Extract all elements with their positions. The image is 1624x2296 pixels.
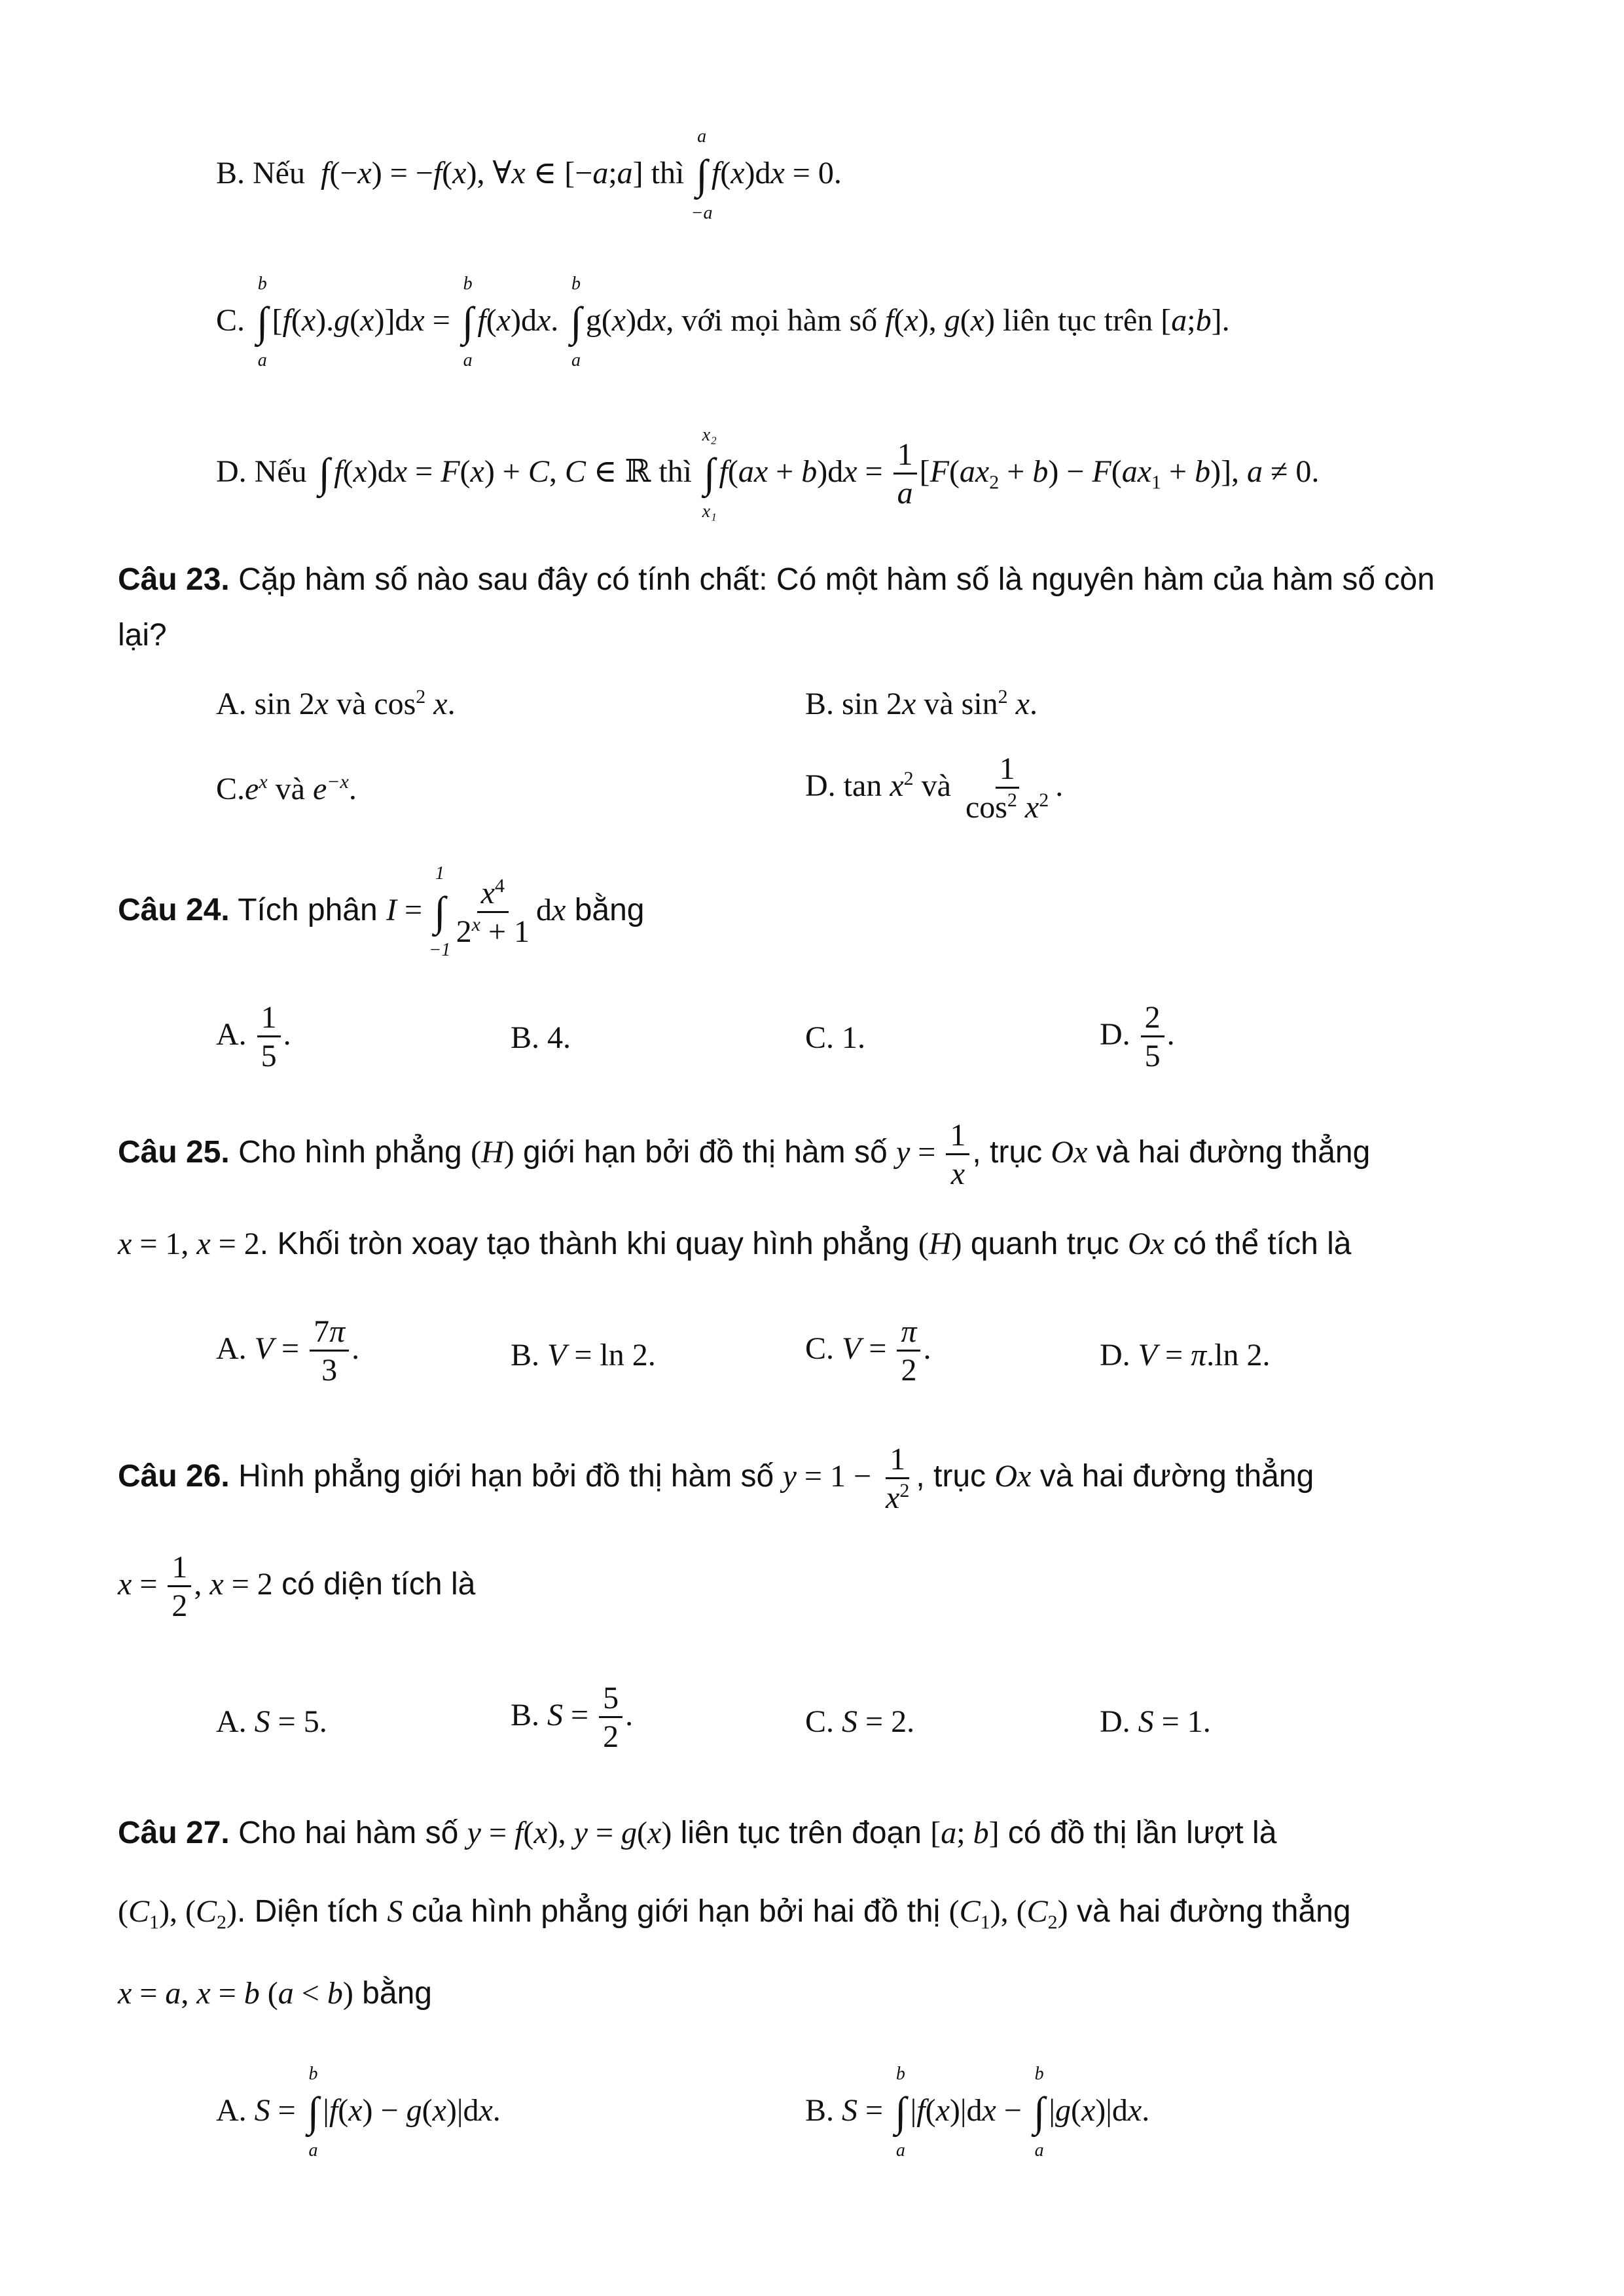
option-label: A. (216, 687, 247, 721)
q26-option-a[interactable]: A. S = 5. (216, 1704, 327, 1739)
option-label: C. (805, 1704, 835, 1739)
option-label: B. Nếu (216, 156, 305, 190)
q23-stem-line2 (118, 615, 167, 656)
question-number: Câu 24. (118, 892, 230, 927)
q27-option-b[interactable]: B. S = ∫ b a |f(x)|dx − ∫ b a |g(x)|dx. (805, 2064, 1150, 2161)
q27-stem-line3: x = a, x = b (a < b) bằng (118, 1976, 432, 2011)
question-text: và hai đường thẳng (1039, 1458, 1314, 1494)
question-text: Cặp hàm số nào sau đây có tính chất: Có một hàm số là nguyên hàm của hàm số còn (238, 562, 1435, 597)
question-text: Cho hai hàm số (238, 1816, 459, 1850)
question-text: bằng (574, 892, 645, 927)
option-label: B. (511, 1697, 540, 1732)
q23-stem-line1 (118, 560, 1435, 600)
option-label: D. Nếu (216, 454, 307, 489)
q25-option-d[interactable]: D. V = π.ln 2. (1100, 1338, 1271, 1372)
question-text: và hai đường thẳng (1096, 1134, 1371, 1170)
connector-text: và (336, 687, 367, 721)
question-text: . Khối tròn xoay tạo thành khi quay hình phẳng (259, 1227, 910, 1261)
question-text: và hai đường thẳng (1076, 1894, 1351, 1929)
q26-stem-line1: Câu 26. Hình phẳng giới hạn bởi đồ thị hàm số y = 1 − $\frac{1}{x^2}$ , trục Ox và hai đường thẳng (118, 1442, 1314, 1516)
q24-stem: Câu 24. Tích phân I = ∫ 1 −1 $\frac{x^4}{2^x + 1}$ dx bằng (118, 863, 645, 960)
connector-text: và (275, 772, 305, 806)
option-label: B. (805, 2093, 835, 2128)
option-label: C. (805, 1331, 835, 1366)
q22-option-b: B. Nếu f(−x) = −f(x), ∀x ∈ [−a;a] thì ∫ a −a f(x)dx = 0. (216, 126, 842, 223)
q27-option-a[interactable]: A. S = ∫ b a |f(x) − g(x)|dx. (216, 2064, 501, 2161)
option-label: A. (216, 1704, 247, 1739)
question-text: lại? (118, 618, 167, 653)
question-text: Cho hình phẳng (238, 1134, 462, 1170)
q23-option-c[interactable]: $C.e^x$ và $e^{-x}$. (216, 771, 357, 806)
q24-option-a[interactable]: A. $\frac{1}{5}$ . (216, 1000, 291, 1074)
option-label: C. (216, 303, 245, 338)
connector-text: và (924, 687, 954, 721)
question-text: quanh trục (970, 1227, 1119, 1261)
q27-stem-line1: Câu 27. Cho hai hàm số y = f(x), y = g(x) liên tục trên đoạn [a; b] có đồ thị lần lượt là (118, 1816, 1277, 1850)
connector-text: thì (651, 156, 685, 190)
option-label: B. (805, 687, 835, 721)
q22-option-c: C. ∫ b a [f(x).g(x)]dx = ∫ b a f(x)dx. ∫ b a g(x)dx, với mọi hàm số f(x), g(x) liên tục trên [a;b]. (216, 274, 1230, 370)
question-text: . Diện tích (236, 1894, 379, 1929)
question-text: có thể tích là (1173, 1227, 1352, 1261)
question-text: Tích phân (238, 892, 378, 927)
q25-stem-line1: Câu 25. Cho hình phẳng (H) giới hạn bởi đồ thị hàm số y = $\frac{1}{x}$ , trục Ox và hai đường thẳng (118, 1118, 1371, 1192)
connector-text: và (921, 768, 951, 803)
q23-option-b[interactable]: B. sin 2x và $\sin^2 x$. (805, 686, 1038, 721)
q23-option-a[interactable]: A. sin 2x và $\cos^2 x$. (216, 686, 456, 721)
option-label: D. (1100, 1016, 1130, 1052)
option-text: liên tục trên (1003, 303, 1153, 338)
question-text: có diện tích là (281, 1566, 476, 1602)
option-text: , với mọi hàm số (666, 303, 878, 338)
question-text: của hình phẳng giới hạn bởi hai đồ thị (411, 1894, 941, 1929)
q23-option-d[interactable]: D. $\tan x^2$ và $\frac{1}{\cos^2 x^2}$ . (805, 751, 1064, 825)
q25-option-a[interactable]: A. V = $\frac{7\pi}{3}$ . (216, 1314, 360, 1388)
question-number: Câu 25. (118, 1134, 230, 1170)
question-text: giới hạn bởi đồ thị hàm số (523, 1134, 888, 1170)
q26-option-b[interactable]: B. S = $\frac{5}{2}$ . (511, 1681, 634, 1755)
question-number: Câu 26. (118, 1458, 230, 1494)
q25-option-b[interactable]: B. V = ln 2. (511, 1338, 656, 1372)
question-text: có đồ thị lần lượt là (1007, 1816, 1277, 1850)
option-label: C. (216, 772, 245, 806)
option-label: A. (216, 2093, 247, 2128)
q27-stem-line2: $(C_1)$, $(C_2)$. Diện tích S của hình phẳng giới hạn bởi hai đồ thị $(C_1)$, $(C_2)$ và hai đường thẳng (118, 1894, 1351, 1933)
q25-option-c[interactable]: C. V = $\frac{\pi}{2}$ . (805, 1314, 931, 1388)
option-label: B. 4. (511, 1020, 571, 1055)
question-number: Câu 23. (118, 562, 230, 597)
question-text: bằng (362, 1976, 432, 2011)
q26-stem-line2: x = $\frac{1}{2}$ , x = 2 có diện tích là (118, 1550, 476, 1624)
option-label: D. (1100, 1704, 1130, 1739)
q24-option-d[interactable]: D. $\frac{2}{5}$ . (1100, 1000, 1175, 1074)
option-label: A. (216, 1016, 247, 1052)
question-number: Câu 27. (118, 1816, 230, 1850)
q24-option-b[interactable] (511, 1018, 571, 1058)
q25-stem-line2: x = 1, x = 2. Khối tròn xoay tạo thành khi quay hình phẳng (H) quanh trục Ox có thể tích là (118, 1227, 1352, 1261)
q26-option-d[interactable]: D. S = 1. (1100, 1704, 1211, 1739)
option-label: D. (1100, 1338, 1130, 1372)
q24-option-c[interactable] (805, 1018, 865, 1058)
option-label: D. (805, 768, 836, 803)
connector-text: thì (659, 454, 692, 489)
question-text: , trục (916, 1458, 986, 1494)
q26-option-c[interactable]: C. S = 2. (805, 1704, 915, 1739)
question-text: liên tục trên đoạn (680, 1816, 922, 1850)
question-text: , trục (972, 1134, 1043, 1170)
option-label: B. (511, 1338, 540, 1372)
option-label: A. (216, 1331, 247, 1366)
question-text: Hình phẳng giới hạn bởi đồ thị hàm số (238, 1458, 774, 1494)
q22-option-d: D. Nếu ∫ f(x)dx = F(x) + C, C ∈ ℝ thì ∫ x₂ x₁ f(ax + b)dx = $\frac{1}{a}$ $[F(ax_2 + b) - F(ax_1 + b)]$, a ≠ 0. (216, 424, 1320, 522)
option-label: C. 1. (805, 1020, 866, 1055)
